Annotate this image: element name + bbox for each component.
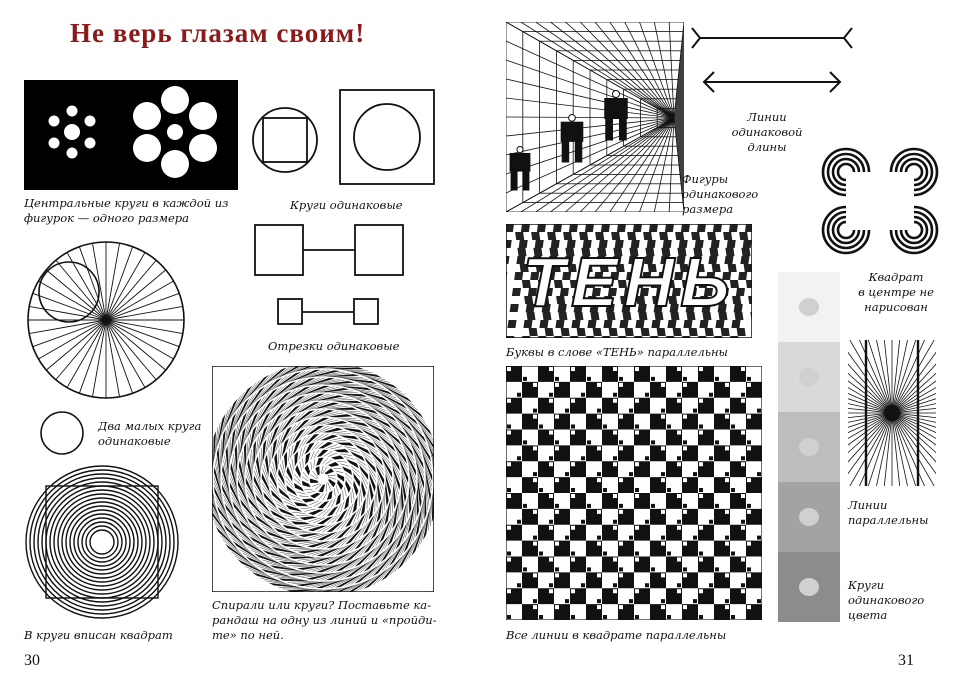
caption-inscribed-square: В круги вписан квадрат (24, 628, 173, 642)
caption-all-lines-parallel: Все линии в квадрате параллельны (506, 628, 727, 642)
caption-lines-parallel: Линии параллельны (848, 498, 929, 527)
caption-central-circles: Центральные круги в каждой из фигурок — одного размера (24, 196, 229, 225)
cafe-wall-illusion (506, 366, 762, 620)
fraser-spiral-illusion (212, 366, 434, 592)
caption-same-color-circles: Круги одинакового цвета (848, 578, 925, 622)
caption-letters-parallel: Буквы в слове «ТЕНЬ» параллельны (506, 345, 728, 359)
muller-lyer-illusion (690, 24, 854, 104)
caption-square-not-drawn: Квадрат в центре не нарисован (858, 270, 934, 314)
page-number-right: 31 (898, 652, 914, 669)
caption-equal-lines: Линии одинаковой длины (731, 110, 803, 154)
page-number-left: 30 (24, 652, 40, 669)
radial-circle-illusion (24, 240, 188, 404)
segments-illusion (250, 222, 410, 332)
caption-same-segments: Отрезки одинаковые (268, 339, 400, 353)
caption-two-small-circles: Два малых круга одинаковые (98, 419, 202, 448)
kanizsa-square-illusion (816, 140, 946, 262)
caption-same-circles: Круги одинаковые (290, 198, 403, 212)
shadow-word-illusion (506, 224, 752, 338)
square-in-circle (250, 105, 320, 175)
hering-illusion (848, 340, 936, 486)
small-circle (38, 410, 88, 456)
shadow-word-text: ТЕНЬ (522, 243, 736, 321)
circle-in-square (338, 88, 436, 186)
concentric-circles-illusion (22, 462, 182, 622)
page-title: Не верь глазам своим! (70, 18, 366, 48)
gray-circles-illusion (778, 272, 840, 622)
ebbinghaus-illusion (24, 80, 238, 190)
caption-spirals: Спирали или круги? Поставьте ка- рандаш на одну из линий и «пройди- те» по ней. (212, 598, 437, 642)
corridor-illusion (506, 22, 684, 212)
caption-figures-same-size: Фигуры одинакового размера (682, 172, 759, 216)
